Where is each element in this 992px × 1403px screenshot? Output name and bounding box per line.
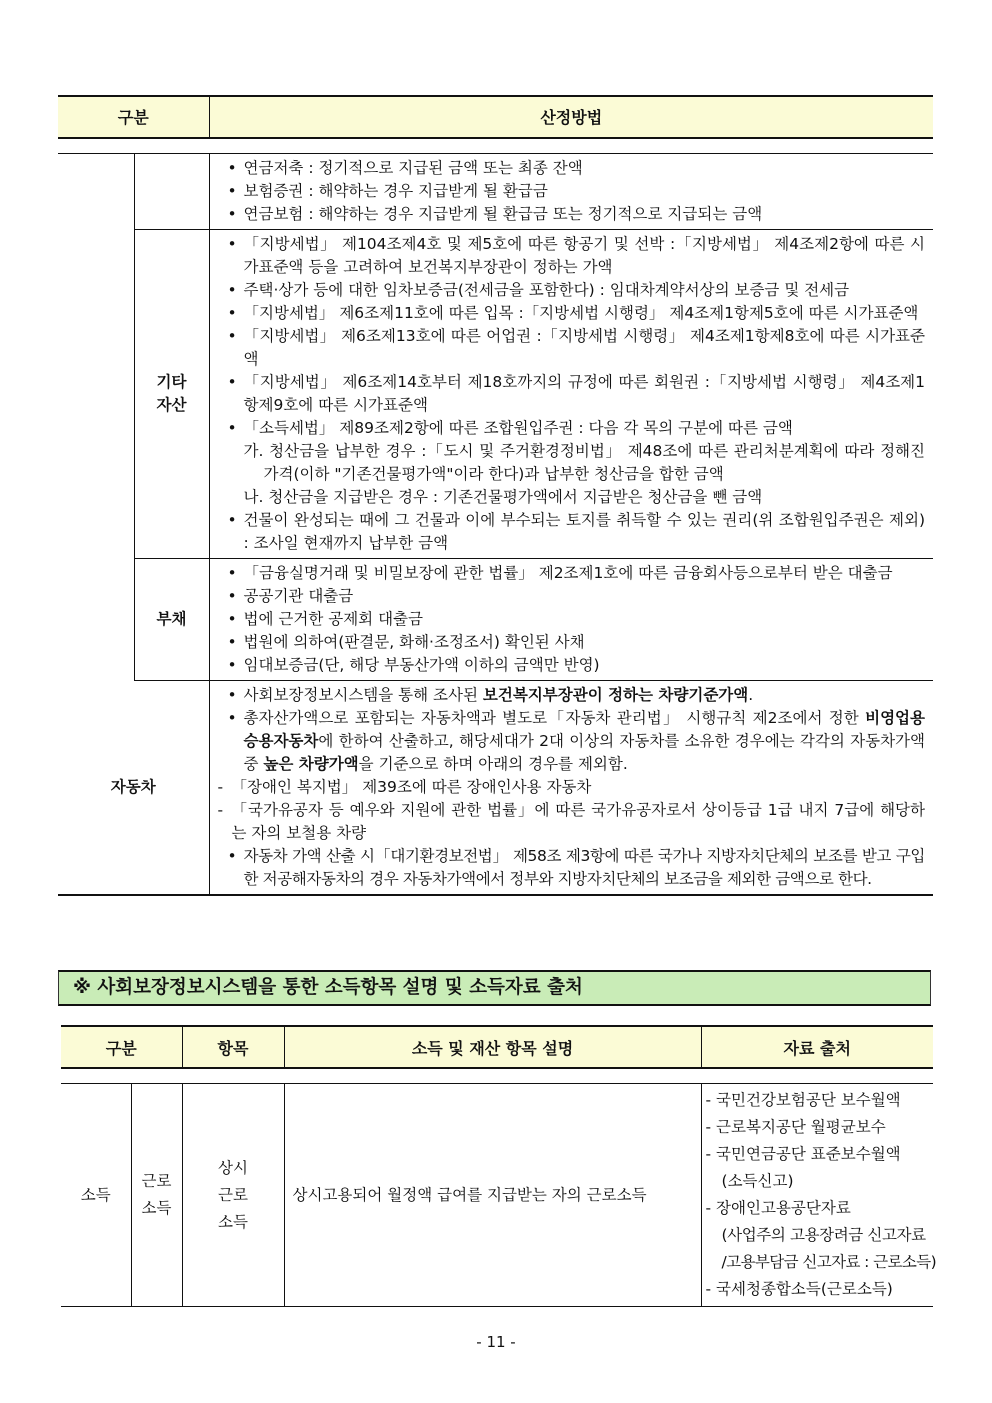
header-method: 산정방법 bbox=[209, 96, 933, 138]
source-line: (사업주의 고용장려금 신고자료 bbox=[721, 1226, 926, 1244]
car-label: 자동차 bbox=[58, 681, 209, 896]
table-row bbox=[61, 1084, 933, 1307]
list-item: • 법원에 의하여(판결문, 화해·조정조서) 확인된 사채 bbox=[228, 631, 925, 654]
source-line: - 장애인고용공단자료 bbox=[705, 1199, 851, 1217]
source-line: - 근로복지공단 월평균보수 bbox=[705, 1118, 886, 1136]
list-item: • 사회보장정보시스템을 통해 조사된 보건복지부장관이 정하는 차량기준가액. bbox=[228, 684, 925, 707]
category-cell: 소득 bbox=[61, 1084, 131, 1307]
debt-label: 부채 bbox=[134, 559, 209, 681]
list-item: • 법에 근거한 공제회 대출금 bbox=[228, 608, 925, 631]
other-assets-row bbox=[58, 230, 933, 559]
source-line: /고용부담금 신고자료 : 근로소득) bbox=[721, 1253, 937, 1271]
source-line: (소득신고) bbox=[721, 1172, 794, 1190]
list-item: • 건물이 완성되는 때에 그 건물과 이에 부수되는 토지를 취득할 수 있는 권리(위 조합원입주권은 제외) : 조사일 현재까지 납부한 금액 bbox=[228, 509, 925, 555]
financial-assets-row bbox=[58, 154, 933, 230]
list-item: • 「지방세법」 제6조제14호부터 제18호까지의 규정에 따른 회원권 :「지방세법 시행령」 제4조제1항제9호에 따른 시가표준액 bbox=[228, 371, 925, 417]
list-item: • 「지방세법」 제104조제4호 및 제5호에 따른 항공기 및 선박 :「지방세법」 제4조제2항에 따른 시가표준액 등을 고려하여 보건복지부장관이 정하는 가액 bbox=[228, 233, 925, 279]
list-item: • 임대보증금(단, 해당 부동산가액 이하의 금액만 반영) bbox=[228, 654, 925, 677]
list-item: • 「소득세법」 제89조제2항에 따른 조합원입주권 : 다음 각 목의 구분에 따른 금액 bbox=[228, 417, 925, 440]
list-item: • 「지방세법」 제6조제13호에 따른 어업권 :「지방세법 시행령」 제4조제1항제8호에 따른 시가표준액 bbox=[228, 325, 925, 371]
sub-category-cell: 근로 소득 bbox=[131, 1084, 182, 1307]
other-assets-label: 기타 자산 bbox=[134, 230, 209, 559]
list-item: • 총자산가액으로 포함되는 자동차액과 별도로「자동차 관리법」 시행규칙 제2조에서 정한 비영업용 승용자동차에 한하여 산출하고, 해당세대가 2대 이상의 자동차를 소유한 경우에는 각각의 자동차가액 중 높은 차량가액을 기준으로 하며 아래의 경우를 제외함. bbox=[228, 707, 925, 776]
list-item: • 보험증권 : 해약하는 경우 지급받게 될 환급금 bbox=[228, 180, 925, 203]
dash-item: - 「장애인 복지법」 제39조에 따른 장애인사용 자동차 bbox=[218, 776, 925, 799]
income-source-table bbox=[61, 1025, 937, 1307]
list-item: • 자동차 가액 산출 시「대기환경보전법」 제58조 제3항에 따른 국가나 지방자치단체의 보조를 받고 구입한 저공해자동차의 경우 자동차가액에서 정부와 지방자치단체의 보조금을 제외한 금액으로 한다. bbox=[228, 845, 925, 891]
list-item: • 연금저축 : 정기적으로 지급된 금액 또는 최종 잔액 bbox=[228, 157, 925, 180]
header-category: 구분 bbox=[61, 1026, 182, 1068]
header-description: 소득 및 재산 항목 설명 bbox=[284, 1026, 701, 1068]
item-cell: 상시 근로 소득 bbox=[182, 1084, 284, 1307]
list-item: • 「지방세법」 제6조제11호에 따른 입목 :「지방세법 시행령」 제4조제1항제5호에 따른 시가표준액 bbox=[228, 302, 925, 325]
debt-row bbox=[58, 559, 933, 681]
sub-item: 가. 청산금을 납부한 경우 :「도시 및 주거환경정비법」 제48조에 따른 관리처분계획에 따라 정해진 가격(이하 "기존건물평가액"이라 한다)과 납부한 청산금을 합한 금액 bbox=[243, 442, 925, 483]
header-category: 구분 bbox=[58, 96, 209, 138]
description-cell: 상시고용되어 월정액 급여를 지급받는 자의 근로소득 bbox=[284, 1084, 701, 1307]
header-source: 자료 출처 bbox=[701, 1026, 933, 1068]
list-item: • 공공기관 대출금 bbox=[228, 585, 925, 608]
dash-item: - 「국가유공자 등 예우와 지원에 관한 법률」에 따른 국가유공자로서 상이등급 1급 내지 7급에 해당하는 자의 보철용 차량 bbox=[218, 799, 925, 845]
car-row bbox=[58, 681, 933, 896]
source-cell bbox=[701, 1084, 937, 1307]
list-item: • 「금융실명거래 및 비밀보장에 관한 법률」 제2조제1호에 따른 금융회사등으로부터 받은 대출금 bbox=[228, 562, 925, 585]
sub-item: 나. 청산금을 지급받은 경우 : 기존건물평가액에서 지급받은 청산금을 뺀 금액 bbox=[243, 488, 763, 506]
header-item: 항목 bbox=[182, 1026, 284, 1068]
source-line: - 국세청종합소득(근로소득) bbox=[705, 1280, 893, 1298]
section-banner: ※ 사회보장정보시스템을 통한 소득항목 설명 및 소득자료 출처 bbox=[58, 970, 931, 1006]
list-item: • 주택·상가 등에 대한 임차보증금(전세금을 포함한다) : 임대차계약서상의 보증금 및 전세금 bbox=[228, 279, 925, 302]
source-line: - 국민연금공단 표준보수월액 bbox=[705, 1145, 901, 1163]
source-line: - 국민건강보험공단 보수월액 bbox=[705, 1091, 901, 1109]
list-item: • 연금보험 : 해약하는 경우 지급받게 될 환급금 또는 정기적으로 지급되는 금액 bbox=[228, 203, 925, 226]
page-number: - 11 - bbox=[476, 1333, 516, 1351]
asset-calculation-table bbox=[58, 95, 933, 896]
